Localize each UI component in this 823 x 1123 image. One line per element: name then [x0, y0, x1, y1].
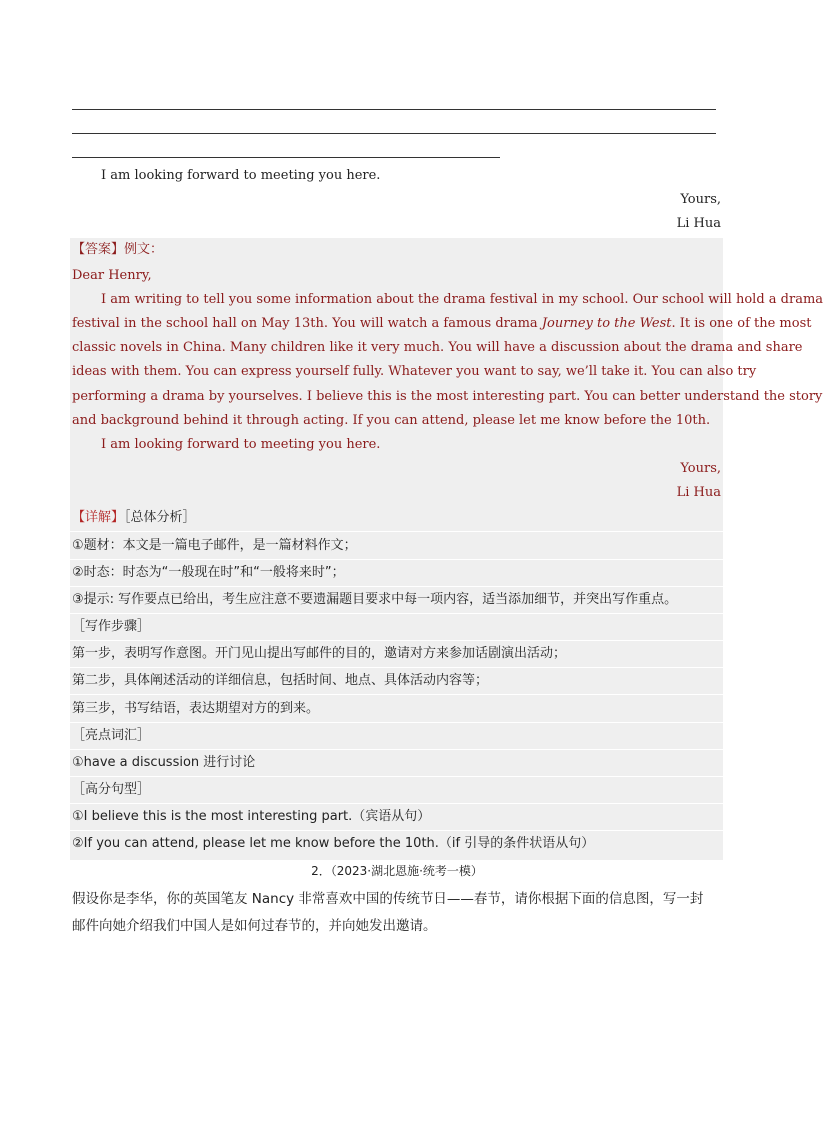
answer-closing-line: I am looking forward to meeting you here. [101, 437, 381, 452]
question-prompt-line: 假设你是李华，你的英国笔友 Nancy 非常喜欢中国的传统节日——春节，请你根据下面的信息图，写一封 [72, 891, 704, 907]
answer-heading: 【答案】例文： [72, 242, 164, 257]
answer-body-line: ideas with them. You can express yourself fully. Whatever you want to say, we’ll take it. You can also try [72, 364, 757, 379]
sentence-item: ①I believe this is the most interesting part.（宾语从句） [72, 809, 431, 824]
answer-signature: Li Hua [676, 485, 721, 500]
step-item: 第二步，具体阐述活动的详细信息，包括时间、地点、具体活动内容等； [72, 673, 489, 688]
answer-body-line: festival in the school hall on May 13th. You will watch a famous drama Journey to the West. It is one of the most [72, 316, 812, 331]
step-item: 第一步，表明写作意图。开门见山提出写邮件的目的，邀请对方来参加话剧演出活动； [72, 646, 567, 661]
analysis-heading-row [72, 509, 196, 527]
analysis-item: ②时态：时态为“一般现在时”和“一般将来时”； [72, 565, 345, 580]
sentence-heading: ［高分句型］ [72, 782, 151, 797]
vocab-item: ①have a discussion 进行讨论 [72, 755, 256, 770]
answer-body-line: classic novels in China. Many children like it very much. You will have a discussion about the drama and share [72, 340, 803, 355]
answer-sign-off: Yours, [680, 461, 721, 476]
overall-analysis-label: ［总体分析］ [124, 510, 196, 525]
book-title: Journey to the West [541, 316, 672, 331]
answer-body-line: performing a drama by yourselves. I believe this is the most interesting part. You can better understand the story [72, 389, 823, 404]
signature-name: Li Hua [676, 216, 721, 231]
answer-body-line: and background behind it through acting. If you can attend, please let me know before the 10th. [72, 413, 711, 428]
writing-line [72, 157, 500, 158]
closing-line: I am looking forward to meeting you here. [101, 168, 381, 183]
vocab-heading: ［亮点词汇］ [72, 728, 151, 743]
analysis-heading: 【详解】 [72, 510, 125, 525]
analysis-item: ③提示: 写作要点已给出，考生应注意不要遗漏题目要求中每一项内容，适当添加细节，并突出写作重点。 [72, 592, 678, 607]
steps-heading: ［写作步骤］ [72, 619, 151, 634]
analysis-item: ①题材：本文是一篇电子邮件，是一篇材料作文； [72, 538, 357, 553]
writing-line [72, 133, 716, 134]
question-prompt-line: 邮件向她介绍我们中国人是如何过春节的，并向她发出邀请。 [72, 918, 437, 934]
answer-salutation: Dear Henry, [72, 268, 152, 283]
question-number-source: 2．（2023·湖北恩施·统考一模） [311, 864, 483, 878]
sentence-item: ②If you can attend, please let me know before the 10th.（if 引导的条件状语从句） [72, 836, 595, 851]
step-item: 第三步，书写结语，表达期望对方的到来。 [72, 701, 320, 716]
sign-off: Yours, [680, 192, 721, 207]
answer-body-line: I am writing to tell you some information about the drama festival in my school. Our school will hold a drama [101, 292, 823, 307]
writing-line [72, 109, 716, 110]
